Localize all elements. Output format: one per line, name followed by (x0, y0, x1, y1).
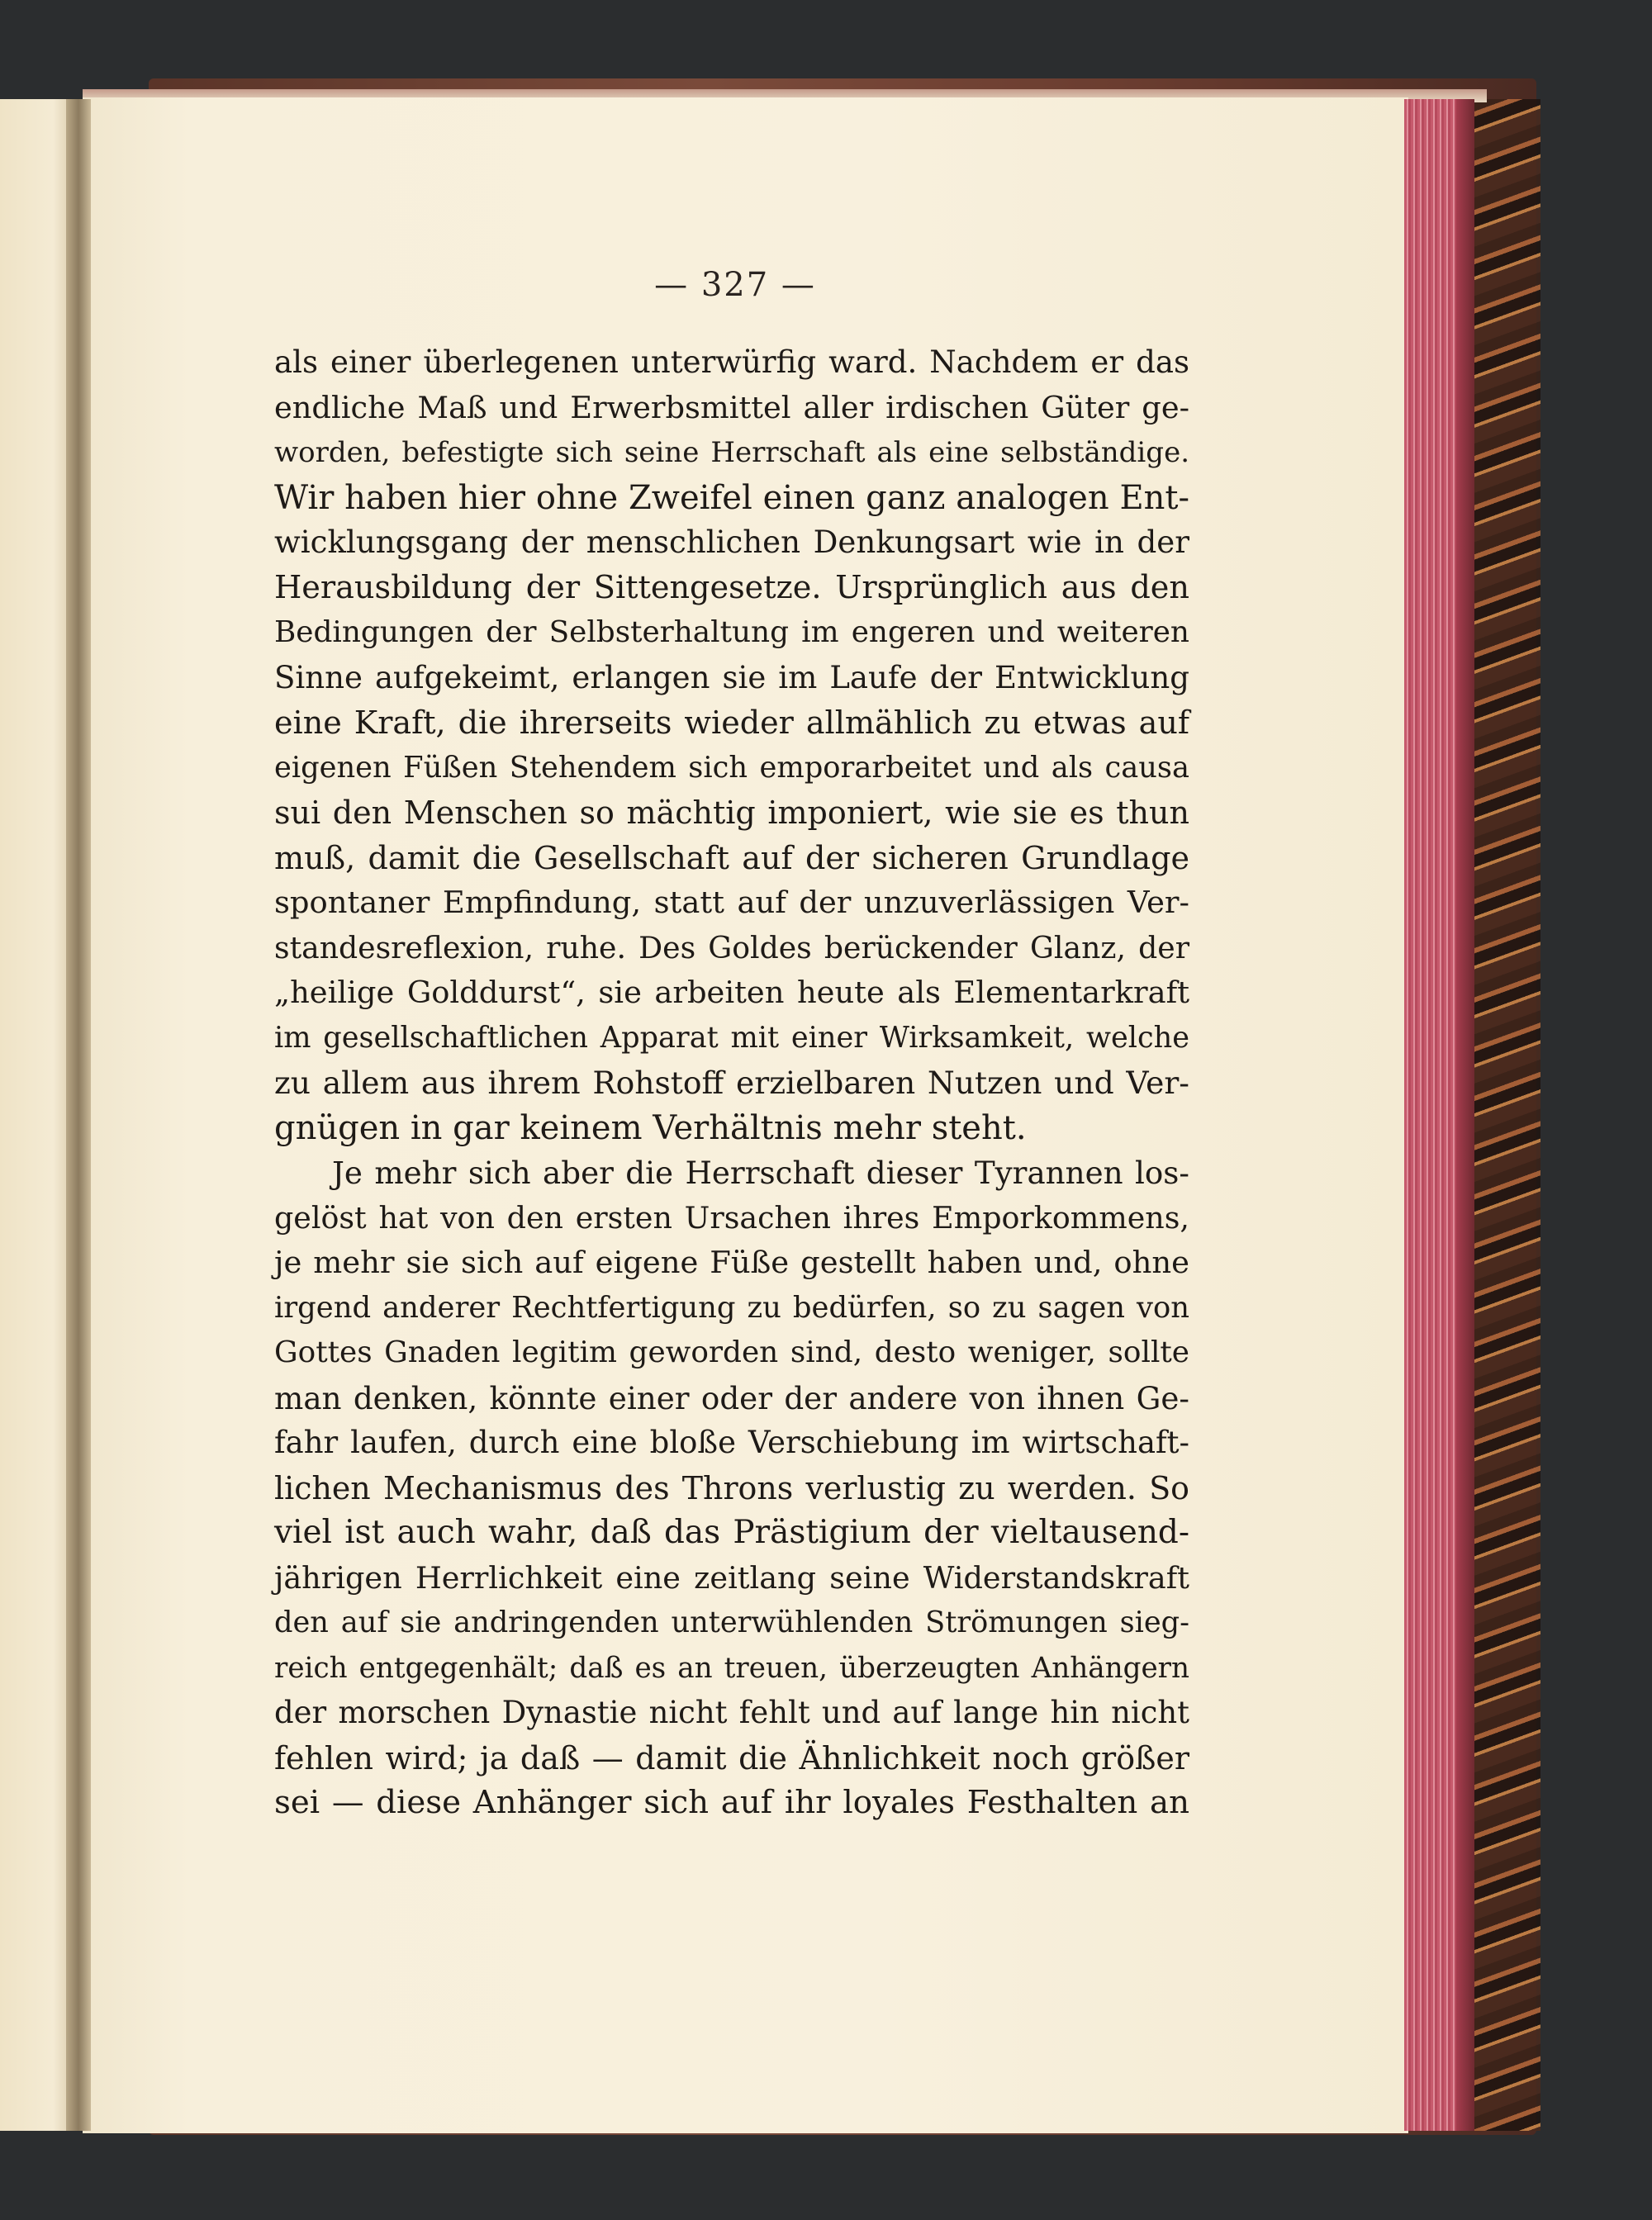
text-line: viel ist auch wahr, daß das Prästigium der vieltausend- (274, 1514, 1189, 1551)
text-line: gnügen in gar keinem Verhältnis mehr steht. (274, 1108, 1027, 1147)
text-line: eine Kraft, die ihrerseits wieder allmählich zu etwas auf (274, 704, 1189, 741)
text-line: im gesellschaftlichen Apparat mit einer Wirksamkeit, welche (274, 1020, 1189, 1055)
body-text (274, 340, 1189, 1826)
text-line: gelöst hat von den ersten Ursachen ihres Emporkommens, (274, 1199, 1189, 1236)
text-line: jährigen Herrlichkeit eine zeitlang seine Widerstandskraft (274, 1559, 1189, 1596)
text-line: muß, damit die Gesellschaft auf der sicheren Grundlage (274, 839, 1189, 876)
marbled-cover-edge (1474, 99, 1540, 2131)
text-line: Wir haben hier ohne Zweifel einen ganz analogen Ent- (274, 478, 1189, 517)
text-line: der morschen Dynastie nicht fehlt und auf lange hin nicht (274, 1695, 1189, 1730)
text-line: je mehr sie sich auf eigene Füße gestellt haben und, ohne (274, 1245, 1189, 1280)
text-line: zu allem aus ihrem Rohstoff erzielbaren Nutzen und Ver- (274, 1065, 1189, 1101)
text-line: als einer überlegenen unterwürfig ward. Nachdem er das (274, 344, 1189, 380)
paragraph-first-line: Je mehr sich aber die Herrschaft dieser Tyrannen los- (332, 1155, 1189, 1191)
text-line: eigenen Füßen Stehendem sich emporarbeitet und als causa (274, 750, 1189, 785)
text-line: lichen Mechanismus des Throns verlustig zu werden. So (274, 1469, 1189, 1506)
text-line: Gottes Gnaden legitim geworden sind, desto weniger, sollte (274, 1335, 1189, 1369)
red-page-edges (1404, 99, 1474, 2131)
text-line: Bedingungen der Selbsterhaltung im engeren und weiteren (274, 615, 1189, 649)
text-line: sui den Menschen so mächtig imponiert, wie sie es thun (274, 795, 1189, 831)
text-line: sei — diese Anhänger sich auf ihr loyales Festhalten an (274, 1784, 1189, 1821)
book-gutter (66, 99, 91, 2131)
text-line: endliche Maß und Erwerbsmittel aller irdischen Güter ge- (274, 389, 1189, 425)
text-line: fehlen wird; ja daß — damit die Ähnlichkeit noch größer (274, 1739, 1189, 1776)
text-line: reich entgegenhält; daß es an treuen, überzeugten Anhängern (274, 1651, 1189, 1685)
text-line: Herausbildung der Sittengesetze. Ursprünglich aus den (274, 569, 1189, 606)
text-line: spontaner Empfindung, statt auf der unzuverlässigen Ver- (274, 885, 1189, 920)
text-line: wicklungsgang der menschlichen Denkungsart wie in der (274, 524, 1189, 560)
text-line: Sinne aufgekeimt, erlangen sie im Laufe der Entwicklung (274, 659, 1189, 695)
text-line: standesreflexion, ruhe. Des Goldes berückender Glanz, der (274, 929, 1189, 965)
left-page-strip (0, 99, 76, 2131)
text-line: „heilige Golddurst“, sie arbeiten heute als Elementarkraft (274, 975, 1189, 1010)
page-number: — 327 — (654, 266, 816, 304)
text-line: fahr laufen, durch eine bloße Verschiebung im wirtschaft- (274, 1425, 1189, 1460)
text-line: worden, befestigte sich seine Herrschaft als eine selbständige. (274, 436, 1189, 469)
text-line: man denken, könnte einer oder der andere von ihnen Ge- (274, 1379, 1189, 1416)
text-line: irgend anderer Rechtfertigung zu bedürfen, so zu sagen von (274, 1290, 1189, 1325)
text-line: den auf sie andringenden unterwühlenden Strömungen sieg- (274, 1606, 1189, 1639)
